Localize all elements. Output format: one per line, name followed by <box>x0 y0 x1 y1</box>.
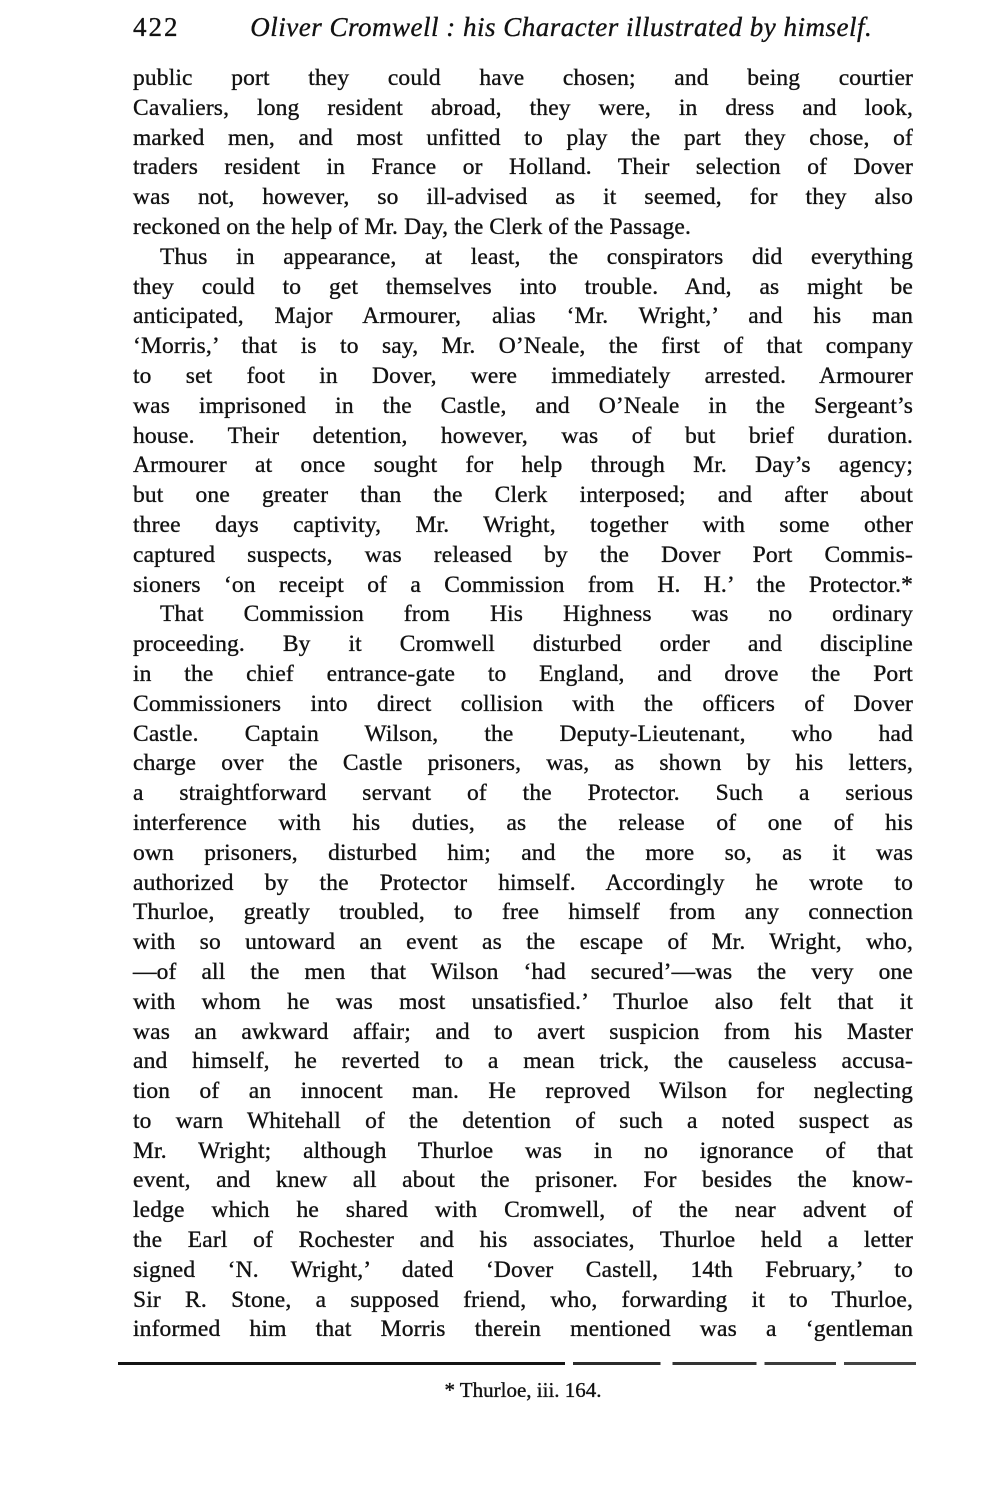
text-line: Sir R. Stone, a supposed friend, who, forwarding it to Thurloe, <box>133 1286 913 1313</box>
text-line: authorized by the Protector himself. Accordingly he wrote to <box>133 869 913 896</box>
text-line: a straightforward servant of the Protector. Such a serious <box>133 780 913 807</box>
text-line: anticipated, Major Armourer, alias ‘Mr. Wright,’ and his man <box>133 303 913 330</box>
text-line: Cavaliers, long resident abroad, they were, in dress and look, <box>133 94 913 121</box>
text-line: public port they could have chosen; and being courtier <box>133 65 913 91</box>
text-line: Castle. Captain Wilson, the Deputy-Lieutenant, who had <box>133 720 913 747</box>
text-line: Thurloe, greatly troubled, to free himself from any connection <box>133 899 913 926</box>
body-text <box>133 64 913 1345</box>
text-line: captured suspects, was released by the Dover Port Commis- <box>133 541 913 568</box>
text-line: to warn Whitehall of the detention of such a noted suspect as <box>133 1107 913 1134</box>
text-line: Mr. Wright; although Thurloe was in no ignorance of that <box>133 1137 913 1164</box>
text-line: three days captivity, Mr. Wright, together with some other <box>133 511 913 538</box>
text-line: the Earl of Rochester and his associates, Thurloe held a letter <box>133 1227 913 1254</box>
text-line: That Commission from His Highness was no ordinary <box>160 601 913 628</box>
text-line: —of all the men that Wilson ‘had secured’—was the very one <box>133 958 913 985</box>
text-line: they could to get themselves into trouble. And, as might be <box>133 273 913 300</box>
text-line: was an awkward affair; and to avert suspicion from his Master <box>133 1018 913 1045</box>
text-line: proceeding. By it Cromwell disturbed order and discipline <box>133 631 913 658</box>
text-line: ledge which he shared with Cromwell, of the near advent of <box>133 1197 913 1224</box>
text-line: interference with his duties, as the release of one of his <box>133 809 913 836</box>
paragraph <box>133 600 913 1345</box>
page-header <box>133 10 913 44</box>
text-line: charge over the Castle prisoners, was, as shown by his letters, <box>133 750 913 777</box>
text-line: with so untoward an event as the escape of Mr. Wright, who, <box>133 929 913 956</box>
text-line: event, and knew all about the prisoner. For besides the know- <box>133 1167 913 1194</box>
text-line: reckoned on the help of Mr. Day, the Clerk of the Passage. <box>133 213 691 240</box>
text-line: but one greater than the Clerk interposed; and after about <box>133 482 913 509</box>
text-line: Thus in appearance, at least, the conspirators did everything <box>160 243 913 270</box>
page-number: 422 <box>133 12 180 42</box>
text-line: Armourer at once sought for help through Mr. Day’s agency; <box>133 452 913 479</box>
text-line: own prisoners, disturbed him; and the more so, as it was <box>133 839 913 866</box>
text-line: tion of an innocent man. He reproved Wilson for neglecting <box>133 1078 913 1105</box>
text-line: sioners ‘on receipt of a Commission from H. H.’ the Protector.* <box>133 571 913 598</box>
text-line: was imprisoned in the Castle, and O’Neale in the Sergeant’s <box>133 392 913 419</box>
text-line: was not, however, so ill-advised as it seemed, for they also <box>133 184 913 211</box>
text-line: Commissioners into direct collision with the officers of Dover <box>133 690 913 717</box>
text-line: ‘Morris,’ that is to say, Mr. O’Neale, the first of that company <box>133 333 913 360</box>
text-line: informed him that Morris therein mentioned was a ‘gentleman <box>133 1316 913 1343</box>
text-line: and himself, he reverted to a mean trick, the causeless accusa- <box>133 1048 913 1075</box>
text-line: signed ‘N. Wright,’ dated ‘Dover Castell, 14th February,’ to <box>133 1256 913 1283</box>
paragraph <box>133 243 913 601</box>
text-line: house. Their detention, however, was of but brief duration. <box>133 422 913 449</box>
footnote: * Thurloe, iii. 164. <box>444 1378 602 1402</box>
text-line: with whom he was most unsatisfied.’ Thurloe also felt that it <box>133 988 913 1015</box>
text-line: traders resident in France or Holland. Their selection of Dover <box>133 154 913 181</box>
running-title: Oliver Cromwell : his Character illustrated by himself. <box>250 12 873 42</box>
text-line: in the chief entrance-gate to England, and drove the Port <box>133 660 913 687</box>
paragraph <box>133 64 913 243</box>
text-line: to set foot in Dover, were immediately arrested. Armourer <box>133 362 913 389</box>
footnote-rule <box>118 1362 916 1365</box>
text-line: marked men, and most unfitted to play the part they chose, of <box>133 124 913 151</box>
